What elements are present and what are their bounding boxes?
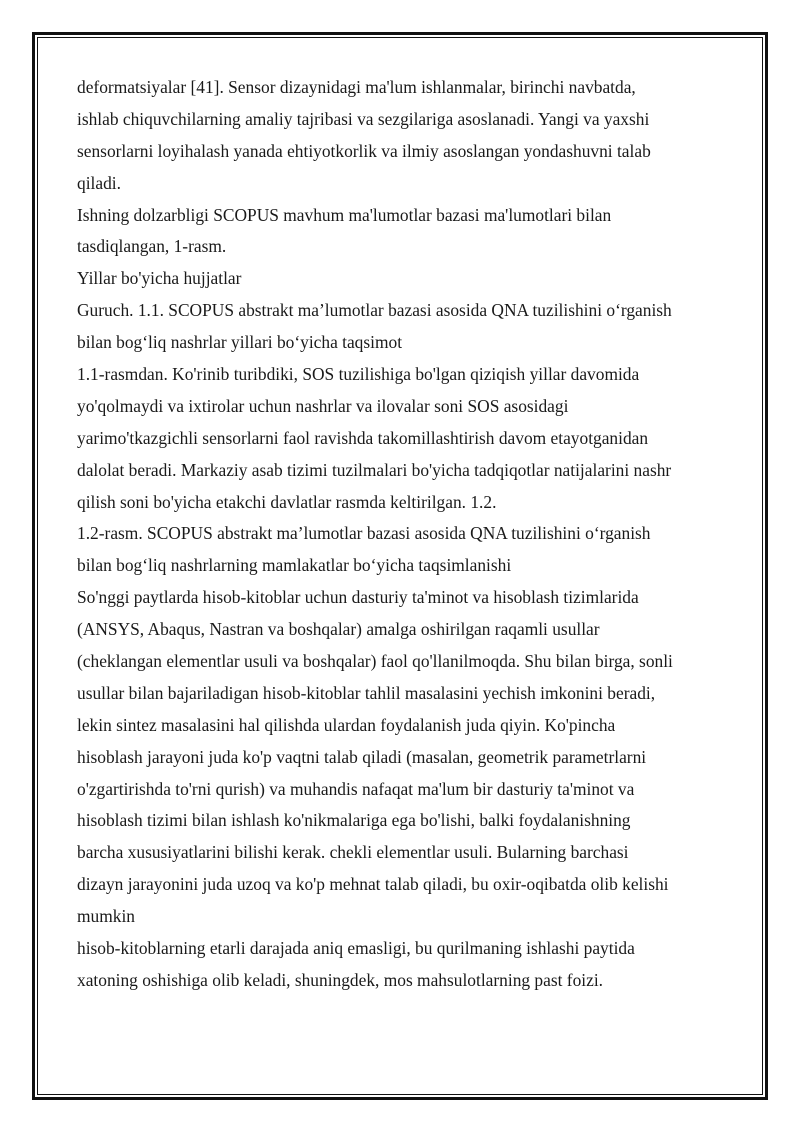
text-line: deformatsiyalar [41]. Sensor dizaynidagi ma'lum ishlanmalar, birinchi navbatda, xyxy=(77,77,636,97)
text-line: tasdiqlangan, 1-rasm. xyxy=(77,236,227,257)
text-line: o'zgartirishda to'rni qurish) va muhandis nafaqat ma'lum bir dasturiy ta'minot va xyxy=(77,778,635,799)
text-line: sensorlarni loyihalash yanada ehtiyotkorlik va ilmiy asoslangan yondashuvni talab xyxy=(77,140,651,161)
figure-caption: Guruch. 1.1. SCOPUS abstrakt ma’lumotlar bazasi asosida QNA tuzilishini o‘rganish xyxy=(77,300,672,321)
text-line: yo'qolmaydi va ixtirolar uchun nashrlar va ilovalar soni SOS asosidagi xyxy=(77,395,569,416)
document-body xyxy=(77,72,727,997)
text-line: So'nggi paytlarda hisob-kitoblar uchun dasturiy ta'minot va hisoblash tizimlarida xyxy=(77,587,639,608)
figure-caption: 1.2-rasm. SCOPUS abstrakt ma’lumotlar bazasi asosida QNA tuzilishini o‘rganish xyxy=(77,523,651,544)
figure-caption: bilan bog‘liq nashrlarning mamlakatlar bo‘yicha taqsimlanishi xyxy=(77,555,512,576)
text-line: barcha xususiyatlarini bilishi kerak. chekli elementlar usuli. Bularning barchasi xyxy=(77,842,629,863)
figure-caption: bilan bog‘liq nashrlar yillari bo‘yicha taqsimot xyxy=(77,332,403,353)
text-line: hisob-kitoblarning etarli darajada aniq emasligi, bu qurilmaning ishlashi paytida xyxy=(77,938,635,959)
figure-heading: Yillar bo'yicha hujjatlar xyxy=(77,268,242,289)
text-line: xatoning oshishiga olib keladi, shuningdek, mos mahsulotlarning past foizi. xyxy=(77,969,604,990)
text-line: yarimo'tkazgichli sensorlarni faol ravishda takomillashtirish davom etayotganidan xyxy=(77,427,649,448)
text-line: usullar bilan bajariladigan hisob-kitoblar tahlil masalasini yechish imkonini beradi, xyxy=(77,682,656,703)
text-line: dalolat beradi. Markaziy asab tizimi tuzilmalari bo'yicha tadqiqotlar natijalarini nashr xyxy=(77,459,672,480)
text-line: Ishning dolzarbligi SCOPUS mavhum ma'lumotlar bazasi ma'lumotlari bilan xyxy=(77,204,612,225)
text-line: (cheklangan elementlar usuli va boshqalar) faol qo'llanilmoqda. Shu bilan birga, sonli xyxy=(77,651,673,672)
text-line: dizayn jarayonini juda uzoq va ko'p mehnat talab qiladi, bu oxir-oqibatda olib kelishi xyxy=(77,874,669,895)
text-line: qilish soni bo'yicha etakchi davlatlar rasmda keltirilgan. 1.2. xyxy=(77,491,497,512)
text-line: (ANSYS, Abaqus, Nastran va boshqalar) amalga oshirilgan raqamli usullar xyxy=(77,619,600,640)
text-line: ishlab chiquvchilarning amaliy tajribasi va sezgilariga asoslanadi. Yangi va yaxshi xyxy=(77,108,650,129)
text-line: hisoblash jarayoni juda ko'p vaqtni talab qiladi (masalan, geometrik parametrlarni xyxy=(77,746,647,767)
text-line: qiladi. xyxy=(77,172,121,193)
text-line: 1.1-rasmdan. Ko'rinib turibdiki, SOS tuzilishiga bo'lgan qiziqish yillar davomida xyxy=(77,364,640,385)
text-line: lekin sintez masalasini hal qilishda ulardan foydalanish juda qiyin. Ko'pincha xyxy=(77,714,616,735)
text-line: mumkin xyxy=(77,906,135,927)
text-line: hisoblash tizimi bilan ishlash ko'nikmalariga ega bo'lishi, balki foydalanishning xyxy=(77,810,631,831)
